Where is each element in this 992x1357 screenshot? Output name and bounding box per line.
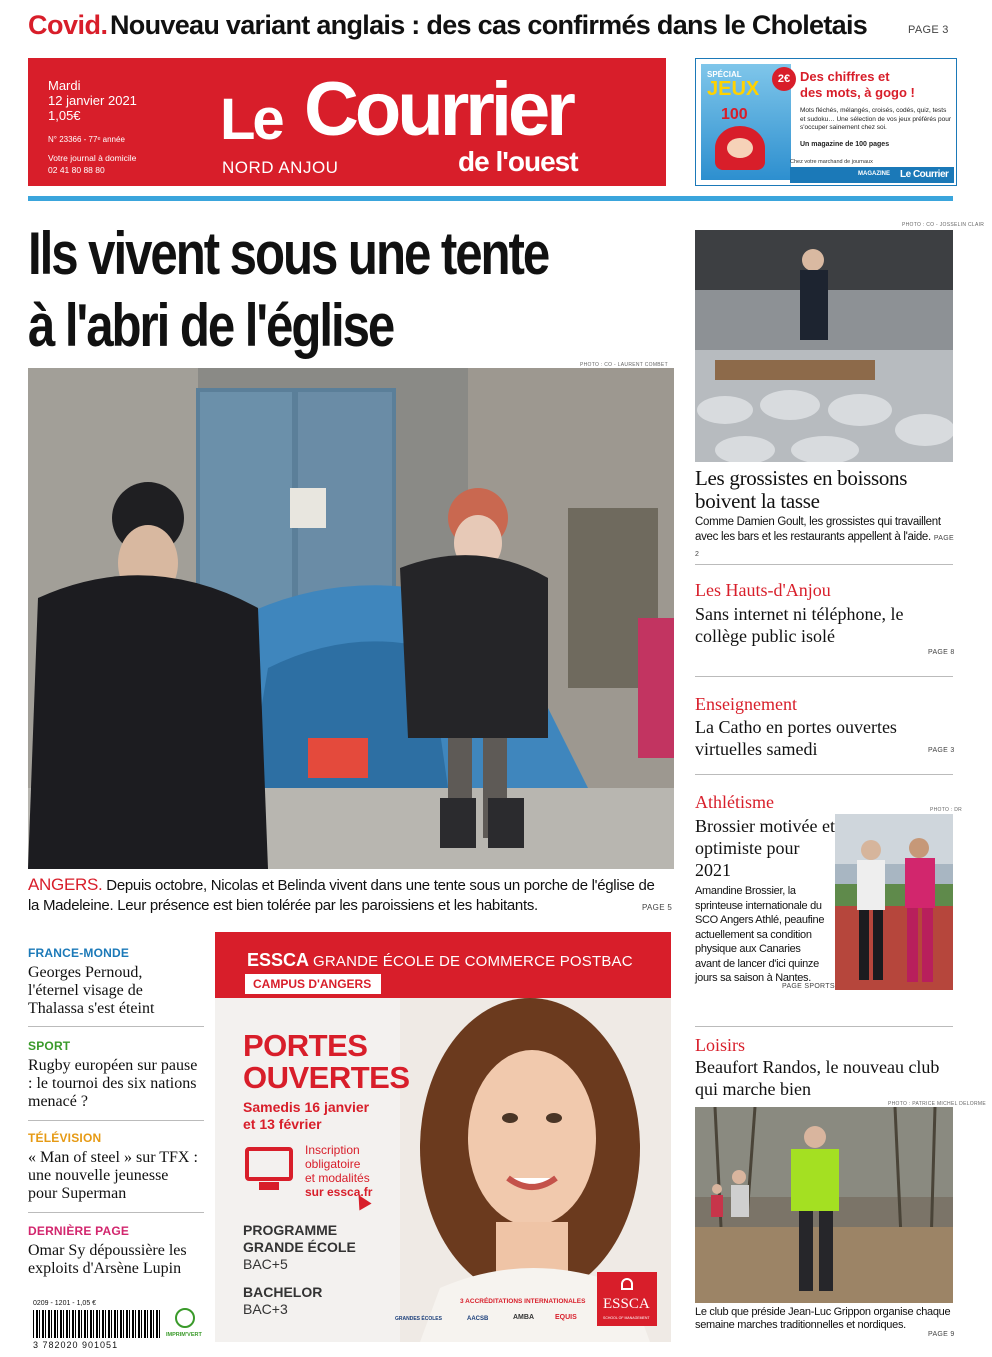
ad-programme-1: PROGRAMME	[243, 1222, 338, 1238]
ad-logo-equis: EQUIS	[555, 1314, 577, 1321]
promo-footer	[790, 167, 954, 183]
loisirs-photo-credit: PHOTO : PATRICE MICHEL DELORME	[888, 1101, 986, 1107]
masthead-delivery-label: Votre journal à domicile	[48, 153, 137, 163]
enseignement-section: Enseignement	[695, 694, 797, 714]
masthead-price: 1,05€	[48, 108, 81, 123]
masthead-date: 12 janvier 2021	[48, 93, 137, 108]
ad-dates-line2: et 13 février	[243, 1116, 322, 1132]
promo-headline-2: des mots, à gogo !	[800, 85, 915, 100]
left-item-tag: SPORT	[28, 1039, 71, 1053]
main-caption	[28, 875, 668, 916]
ad-logo-amba: AMBA	[513, 1314, 534, 1321]
loisirs-title[interactable]: Beaufort Randos, le nouveau club qui marche bien	[695, 1057, 940, 1099]
enseignement-page: PAGE 3	[928, 747, 955, 754]
top-banner[interactable]	[28, 8, 958, 44]
ad-title-line1: PORTES	[243, 1028, 368, 1063]
promo-brand: Le Courrier	[900, 169, 949, 180]
ad-bachelor	[243, 1284, 322, 1318]
beer-photo[interactable]	[695, 230, 953, 462]
santa-face	[727, 138, 753, 158]
main-photo-credit: PHOTO : CO - LAURENT COMBET	[580, 362, 668, 368]
athletisme-page: PAGE SPORTS	[782, 983, 835, 990]
left-item-text[interactable]: Omar Sy dépoussière les exploits d'Arsène Lupin	[28, 1242, 187, 1277]
left-item-text[interactable]: Rugby européen sur pause : le tournoi des six nations menacé ?	[28, 1057, 198, 1110]
masthead-title-le: Le	[220, 87, 282, 152]
main-page: PAGE 5	[642, 903, 673, 912]
essca-logo-text: ESSCA	[603, 1296, 650, 1312]
essca-ad[interactable]	[215, 932, 671, 1342]
left-item-tag: DERNIÈRE PAGE	[28, 1224, 130, 1238]
barcode	[33, 1310, 161, 1338]
masthead-delivery-phone: 02 41 80 88 80	[48, 165, 105, 175]
masthead-day: Mardi	[48, 78, 81, 93]
loisirs-caption-text: Le club que préside Jean-Luc Grippon organise chaque semaine marches traditionnelles et nordiques.	[695, 1306, 951, 1331]
ad-signup-2: obligatoire	[305, 1157, 361, 1171]
promo-price-badge-text: 2€	[777, 73, 791, 85]
barcode-number: 3 782020 901051	[33, 1340, 119, 1350]
recycle-label: IMPRIM'VERT	[166, 1332, 202, 1338]
promo-tag: MAGAZINE	[858, 171, 890, 177]
ad-programme-2: GRANDE ÉCOLE	[243, 1239, 356, 1255]
main-photo[interactable]	[28, 368, 674, 869]
ad-signup-1: Inscription	[305, 1143, 360, 1157]
athletisme-photo-credit: PHOTO : DR	[930, 807, 963, 813]
left-item-tag: TÉLÉVISION	[28, 1131, 102, 1145]
masthead-issue: N° 23366 - 77ᵉ année	[48, 135, 125, 144]
ad-accreditations: 3 ACCRÉDITATIONS INTERNATIONALES	[460, 1298, 586, 1305]
loisirs-photo[interactable]	[695, 1107, 953, 1303]
main-headline-line1: Ils vivent sous une tente	[28, 220, 549, 287]
ad-title	[243, 1030, 410, 1094]
loisirs-photo-illustration	[695, 1107, 953, 1303]
ad-dates	[243, 1099, 369, 1133]
ad-brand: ESSCA	[247, 950, 310, 970]
divider	[28, 1120, 204, 1121]
beer-summary	[695, 515, 957, 562]
left-item-text[interactable]: « Man of steel » sur TFX : une nouvelle jeunesse pour Superman	[28, 1149, 198, 1202]
athletisme-photo[interactable]	[835, 814, 953, 990]
divider	[695, 564, 953, 565]
hauts-anjou-title[interactable]: Sans internet ni téléphone, le collège public isolé	[695, 604, 904, 646]
beer-photo-credit: PHOTO : CO - JOSSELIN CLAIR	[902, 222, 985, 228]
ad-bachelor-1: BACHELOR	[243, 1284, 323, 1300]
promo-magazine-title-2: JEUX	[707, 78, 760, 100]
masthead	[28, 58, 666, 186]
promo-pages: Un magazine de 100 pages	[800, 141, 890, 148]
banner-kicker: Covid.	[28, 10, 108, 40]
masthead-title-ouest: de l'ouest	[458, 146, 578, 177]
main-photo-illustration	[28, 368, 674, 869]
loisirs-section: Loisirs	[695, 1035, 746, 1055]
banner-page: PAGE 3	[908, 24, 949, 36]
beer-photo-illustration	[695, 230, 953, 462]
ad-headline: GRANDE ÉCOLE DE COMMERCE POSTBAC	[313, 953, 633, 970]
computer-icon	[245, 1147, 293, 1181]
promo-magazine-count: 100	[721, 106, 748, 123]
promo-body: Mots fléchés, mélangés, croisés, codés, quiz, tests et sudoku… Une sélection de vos jeux préférés pour s'occuper sainement chez soi.	[800, 107, 952, 131]
essca-logo-tag: SCHOOL OF MANAGEMENT	[603, 1316, 650, 1320]
main-caption-text: Depuis octobre, Nicolas et Belinda vivent dans une tente sous un porche de l'église de la Madeleine. Leur présence est bien tolérée par les paroissiens et les habitants.	[28, 877, 655, 914]
ad-campus-badge	[245, 974, 381, 994]
athletisme-photo-illustration	[835, 814, 953, 990]
ad-signup-3: et modalités	[305, 1171, 370, 1185]
promo-headline-1: Des chiffres et	[800, 69, 890, 84]
banner-headline: Nouveau variant anglais : des cas confirmés dans le Choletais	[110, 10, 868, 40]
main-caption-location: ANGERS.	[28, 875, 103, 894]
loisirs-page: PAGE 9	[928, 1331, 955, 1338]
left-item-text[interactable]: Georges Pernoud, l'éternel visage de Thalassa s'est éteint	[28, 964, 155, 1017]
divider	[695, 774, 953, 775]
athletisme-title[interactable]: Brossier motivée et optimiste pour 2021	[695, 816, 835, 880]
promo-price-badge	[772, 67, 796, 91]
masthead-edition: NORD ANJOU	[222, 158, 339, 177]
essca-logo-icon	[621, 1278, 633, 1290]
ad-logo-grandes-ecoles: GRANDES ÉCOLES	[395, 1316, 442, 1322]
athletisme-section: Athlétisme	[695, 792, 774, 812]
enseignement-title[interactable]: La Catho en portes ouvertes virtuelles samedi	[695, 717, 897, 759]
ad-programme-3: BAC+5	[243, 1256, 288, 1272]
beer-title[interactable]: Les grossistes en boissons boivent la tasse	[695, 466, 908, 513]
masthead-rule	[28, 196, 953, 201]
promo-dealer: Chez votre marchand de journaux	[790, 159, 873, 165]
barcode-text: 0209 - 1201 - 1,05 €	[33, 1300, 97, 1307]
beer-page: PAGE 2	[695, 535, 954, 558]
ad-dates-line1: Samedis 16 janvier	[243, 1099, 370, 1115]
divider	[28, 1212, 204, 1213]
ad-signup-4[interactable]: sur essca.fr	[305, 1185, 373, 1199]
ad-logo-aacsb: AACSB	[467, 1316, 489, 1322]
ad-campus: CAMPUS D'ANGERS	[253, 977, 372, 991]
loisirs-caption	[695, 1306, 957, 1332]
beer-summary-text: Comme Damien Goult, les grossistes qui travaillent avec les bars et les restaurants appellent à l'aide.	[695, 516, 941, 543]
divider	[695, 1026, 953, 1027]
essca-logo	[597, 1272, 657, 1326]
ad-programme	[243, 1222, 356, 1273]
left-item-tag: FRANCE-MONDE	[28, 946, 130, 960]
ad-bachelor-2: BAC+3	[243, 1301, 288, 1317]
divider	[695, 676, 953, 677]
divider	[28, 1026, 204, 1027]
masthead-title-courrier: Courrier	[304, 67, 572, 152]
promo-box[interactable]	[695, 58, 957, 186]
promo-magazine-title-1: SPÉCIAL	[707, 70, 742, 79]
main-headline-line2: à l'abri de l'église	[28, 292, 394, 359]
computer-stand-icon	[259, 1182, 279, 1190]
hauts-anjou-section: Les Hauts-d'Anjou	[695, 580, 831, 600]
hauts-anjou-page: PAGE 8	[928, 649, 955, 656]
main-headline[interactable]	[28, 218, 569, 362]
athletisme-body: Amandine Brossier, la sprinteuse internationale du SCO Angers Athlé, peaufine actuellement sa condition physique aux Canaries avant de lancer d'ici quinze jours sa saison à Nantes.	[695, 885, 825, 984]
ad-signup	[305, 1143, 372, 1199]
recycle-icon	[175, 1308, 195, 1328]
ad-title-line2: OUVERTES	[243, 1060, 410, 1095]
